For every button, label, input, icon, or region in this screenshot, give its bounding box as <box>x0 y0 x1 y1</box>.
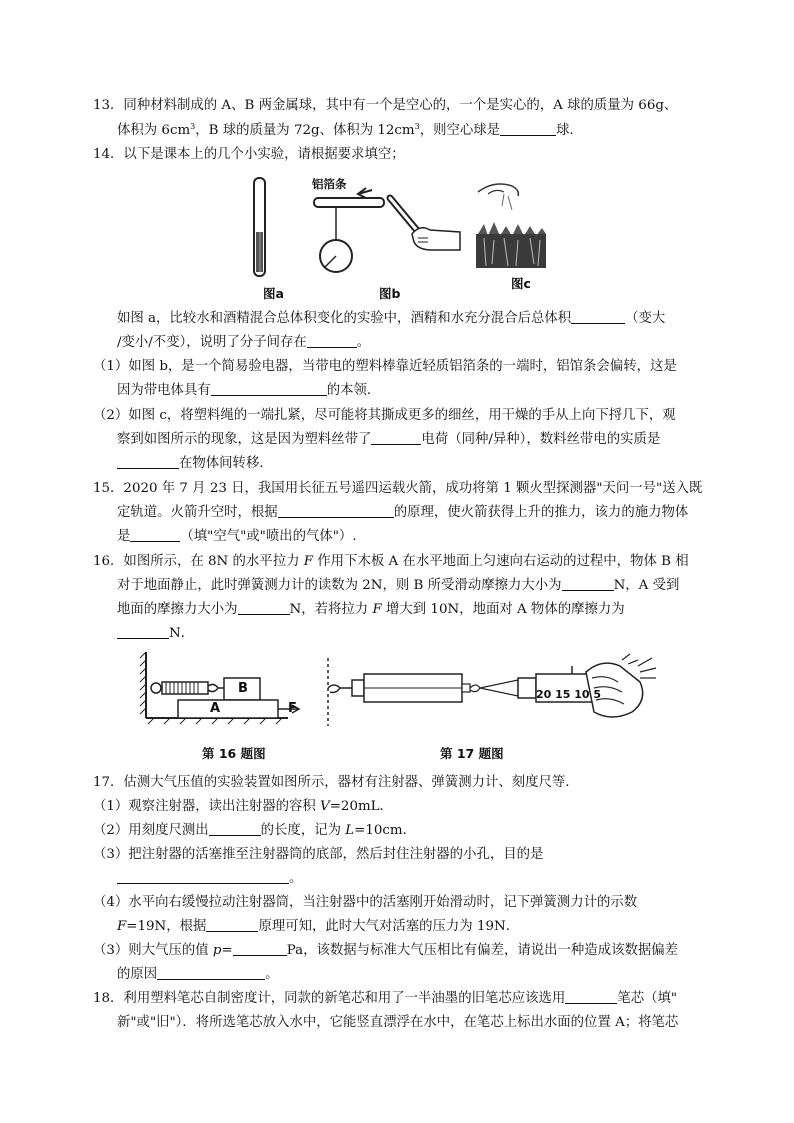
q18-refill-blank[interactable] <box>565 989 617 1004</box>
q17-reason-blank[interactable] <box>157 965 265 980</box>
q17-line-1: 17．估测大气压值的实验装置如图所示，器材有注射器、弹簧测力计、刻度尺等． <box>93 775 579 790</box>
q18-line-2: 新"或"旧"）．将所选笔芯放入水中，它能竖直漂浮在水中，在笔芯上标出水面的位置 A；将笔芯 <box>117 1015 679 1030</box>
q15-object-blank[interactable] <box>130 527 180 542</box>
figure-16-friction-setup <box>138 648 308 732</box>
q14-molecule-blank[interactable] <box>307 333 357 348</box>
force-f-label: F <box>288 701 297 716</box>
q16-line-4: N． <box>117 624 194 644</box>
q17-pressure-blank[interactable] <box>233 941 287 956</box>
q16-line-2: 对于地面静止，此时弹簧测力计的读数为 2N，则 B 所受滑动摩擦力大小为 N，A 受到 <box>117 578 680 593</box>
q14-sub1-line-1: （1）如图 b，是一个简易验电器，当带电的塑料棒靠近轻质铝箔条的一端时，铝馆条会偏转，这是 <box>93 359 677 374</box>
q16-friction-ground-blank[interactable] <box>117 624 169 639</box>
figure-16-caption: 第 16 题图 <box>202 746 266 761</box>
q17-length-blank[interactable] <box>209 821 261 836</box>
q14-sub2-line-1: （2）如图 c，将塑料绳的一端扎紧，尽可能将其撕成更多的细丝，用干燥的手从上向下捋几下，观 <box>93 408 676 423</box>
q17-principle-blank[interactable] <box>206 917 258 932</box>
q13-line-1: 13．同种材料制成的 A、B 两金属球，其中有一个是空心的，一个是实心的，A 球的质量为 66g、 <box>93 98 678 113</box>
q17-sub4-line-2: F=19N，根据 原理可知，此时大气对活塞的压力为 19N． <box>117 919 520 934</box>
q17-sub5-line-2: 的原因 。 <box>117 967 279 982</box>
block-b-label: B <box>238 681 248 696</box>
q14-line-1: 14．以下是课本上的几个小实验，请根据要求填空； <box>93 147 405 162</box>
q15-line-2: 定轨道。火箭升空时，根据 的原理，使火箭获得上升的推力，该力的施力物体 <box>117 505 689 520</box>
q15-line-1: 15．2020 年 7 月 23 日，我国用长征五号遥四运载火箭，成功将第 1 颗火型探测器"天问一号"送入既 <box>93 481 703 496</box>
figure-17-syringe-setup <box>322 652 662 734</box>
q18-line-1: 18．利用塑料笔芯自制密度计，同款的新笔芯和用了一半油墨的旧笔芯应该选用 笔芯（填" <box>93 991 678 1006</box>
q16-line-1: 16．如图所示，在 8N 的水平拉力 F 作用下木板 A 在水平地面上匀速向右运动的过程中，物体 B 相 <box>93 554 689 569</box>
syringe-scale-label: 20 15 10 5 <box>536 688 602 701</box>
q16-friction-b-blank[interactable] <box>562 576 614 591</box>
q17-purpose-blank[interactable] <box>117 869 289 884</box>
q15-line-3: 是 （填"空气"或"喷出的气体"）. <box>117 529 357 544</box>
board-a-label: A <box>210 701 221 716</box>
q17-sub5-line-1: （3）则大气压的值 p= Pa，该数据与标准大气压相比有偏差，请说出一种造成该数据偏差 <box>93 943 679 958</box>
q17-sub4-line-1: （4）水平向右缓慢拉动注射器筒，当注射器中的活塞刚开始滑动时，记下弹簧测力计的示数 <box>93 895 638 910</box>
q14-volume-blank[interactable] <box>571 309 625 324</box>
q14-sub2-line-2: 察到如图所示的现象，这是因为塑料丝带了 电荷（同种/异种），数料丝带电的实质是 <box>117 432 661 447</box>
test-tube-figure <box>246 174 276 284</box>
foil-strip-label: 铝箔条 <box>312 177 347 191</box>
q17-sub1: （1）观察注射器，读出注射器的容积 V=20mL． <box>93 799 393 814</box>
q14-sub2-line-3: 在物体间转移． <box>117 454 273 474</box>
q13-line-2: 体积为 $6cm^3$，B 球的质量为 72g、体积为 $12cm^3$，则空心球是 球． <box>117 122 583 138</box>
q16-line-3: 地面的摩擦力大小为 N，若将拉力 F 增大到 10N，地面对 A 物体的摩擦力为 <box>117 602 625 617</box>
q17-sub2: （2）用刻度尺测出 的长度，记为 L=10cm． <box>93 823 417 838</box>
q14-sub1-line-2: 因为带电体具有 的本领． <box>117 383 381 398</box>
q14-charge-blank[interactable] <box>371 430 421 445</box>
q16-friction-a-blank[interactable] <box>238 600 290 615</box>
q13-blank[interactable] <box>500 121 556 136</box>
figure-a-caption: 图a <box>263 286 284 301</box>
figure-c-caption: 图c <box>511 276 531 291</box>
q14-para-line-2: /变小/不变），说明了分子间存在 。 <box>117 335 371 350</box>
plastic-strands-figure <box>474 176 550 272</box>
figure-b-caption: 图b <box>379 286 401 301</box>
q14-ability-blank[interactable] <box>211 381 327 396</box>
q17-sub3-line-1: （3）把注射器的活塞推至注射器筒的底部，然后封住注射器的小孔，目的是 <box>93 847 544 862</box>
figure-17-caption: 第 17 题图 <box>440 746 504 761</box>
q15-principle-blank[interactable] <box>278 503 394 518</box>
q17-sub3-line-2: 。 <box>117 869 302 889</box>
q14-para-line-1: 如图 a，比较水和酒精混合总体积变化的实验中，酒精和水充分混合后总体积 （变大 <box>117 311 666 326</box>
q14-transfer-blank[interactable] <box>117 454 179 469</box>
